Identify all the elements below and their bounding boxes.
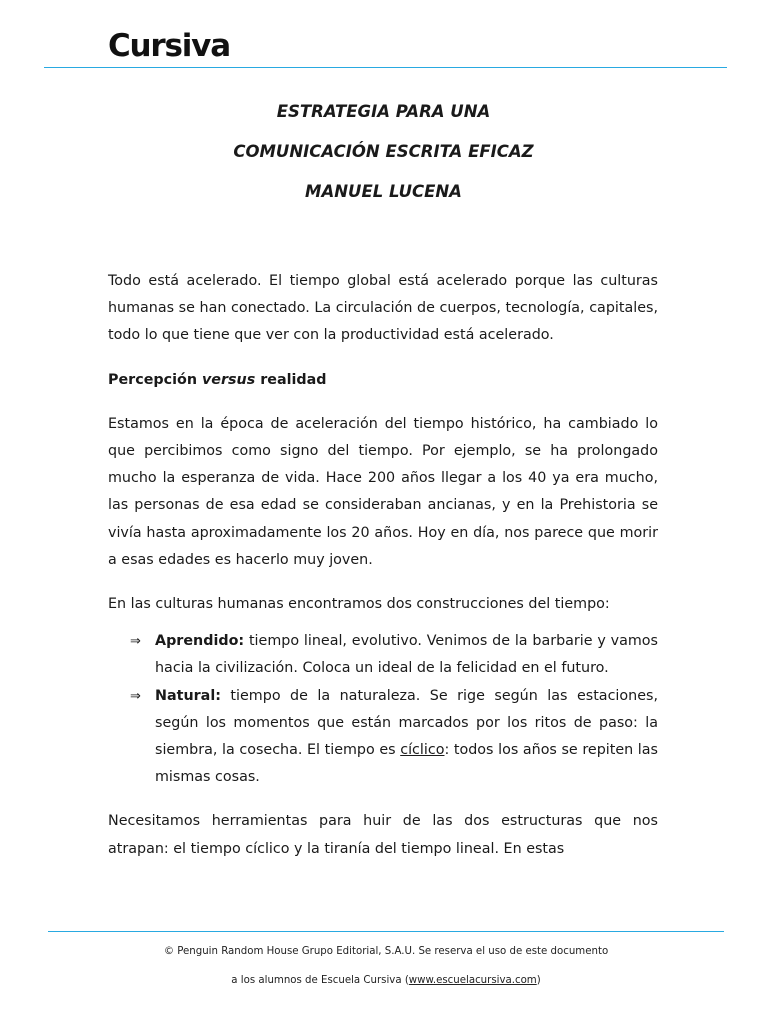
- underlined-word: cíclico: [400, 742, 445, 759]
- footer-text-end: ): [536, 975, 541, 986]
- paragraph-acceleration: Estamos en la época de aceleración del tiempo histórico, ha cambiado lo que percibimos como signo del tiempo. Por ejemplo, se ha prolongado mucho la esperanza de vida. Hace 200 años llegar a los 40 ya era mucho, las personas de esa edad se consideraban ancianas, y en la Prehistoria se vivía hasta aproximadamente los 20 años. Hoy en día, nos parece que morir a esas edades es hacerlo muy joven.: [108, 415, 658, 568]
- footer-copyright: © Penguin Random House Grupo Editorial, S.A.U. Se reserva el uso de este documento: [163, 946, 609, 957]
- list-item: [108, 628, 658, 682]
- title-line-2: COMUNICACIÓN ESCRITA EFICAZ: [233, 142, 534, 161]
- time-constructions-list: [108, 628, 658, 791]
- heading-text-end: realidad: [255, 371, 327, 388]
- list-item-text: tiempo de la naturaleza. Se rige según las estaciones, según los momentos que están marcados por los ritos de paso: la siembra, la cosecha. El tiempo es: [155, 687, 658, 759]
- paragraph-intro: Todo está acelerado. El tiempo global está acelerado porque las culturas humanas se han conectado. La circulación de cuerpos, tecnología, capitales, todo lo que tiene que ver con la productividad está acelerado.: [108, 273, 658, 344]
- author-name: MANUEL LUCENA: [305, 182, 462, 201]
- footer-text-start: a los alumnos de Escuela Cursiva (: [231, 975, 409, 986]
- header-divider: [44, 67, 727, 68]
- list-item-term: Aprendido:: [155, 633, 245, 650]
- heading-text-start: Percepción: [108, 371, 202, 388]
- heading-italic-word: versus: [201, 371, 256, 388]
- paragraph-constructions: En las culturas humanas encontramos dos construcciones del tiempo:: [108, 596, 610, 613]
- footer-usage-note: [48, 975, 724, 986]
- escuela-cursiva-link[interactable]: www.escuelacursiva.com: [408, 975, 537, 986]
- brand-logo: Cursiva: [108, 28, 230, 64]
- section-heading: [108, 367, 658, 394]
- list-item-text-end: : todos los años se repiten las mismas cosas.: [155, 742, 658, 786]
- paragraph-tools: Necesitamos herramientas para huir de las dos estructuras que nos atrapan: el tiempo cíclico y la tiranía del tiempo lineal. En estas: [108, 813, 658, 857]
- right-double-arrow-icon: ⇒: [130, 634, 141, 650]
- list-item-text: tiempo lineal, evolutivo. Venimos de la barbarie y vamos hacia la civilización. Coloca un ideal de la felicidad en el futuro.: [155, 633, 658, 677]
- document-body: [108, 268, 658, 863]
- footer-divider: [48, 931, 724, 932]
- list-item: [108, 683, 658, 792]
- document-title: [108, 92, 659, 212]
- title-line-1: ESTRATEGIA PARA UNA: [276, 102, 491, 121]
- right-double-arrow-icon: ⇒: [130, 688, 141, 704]
- list-item-term: Natural:: [155, 687, 221, 704]
